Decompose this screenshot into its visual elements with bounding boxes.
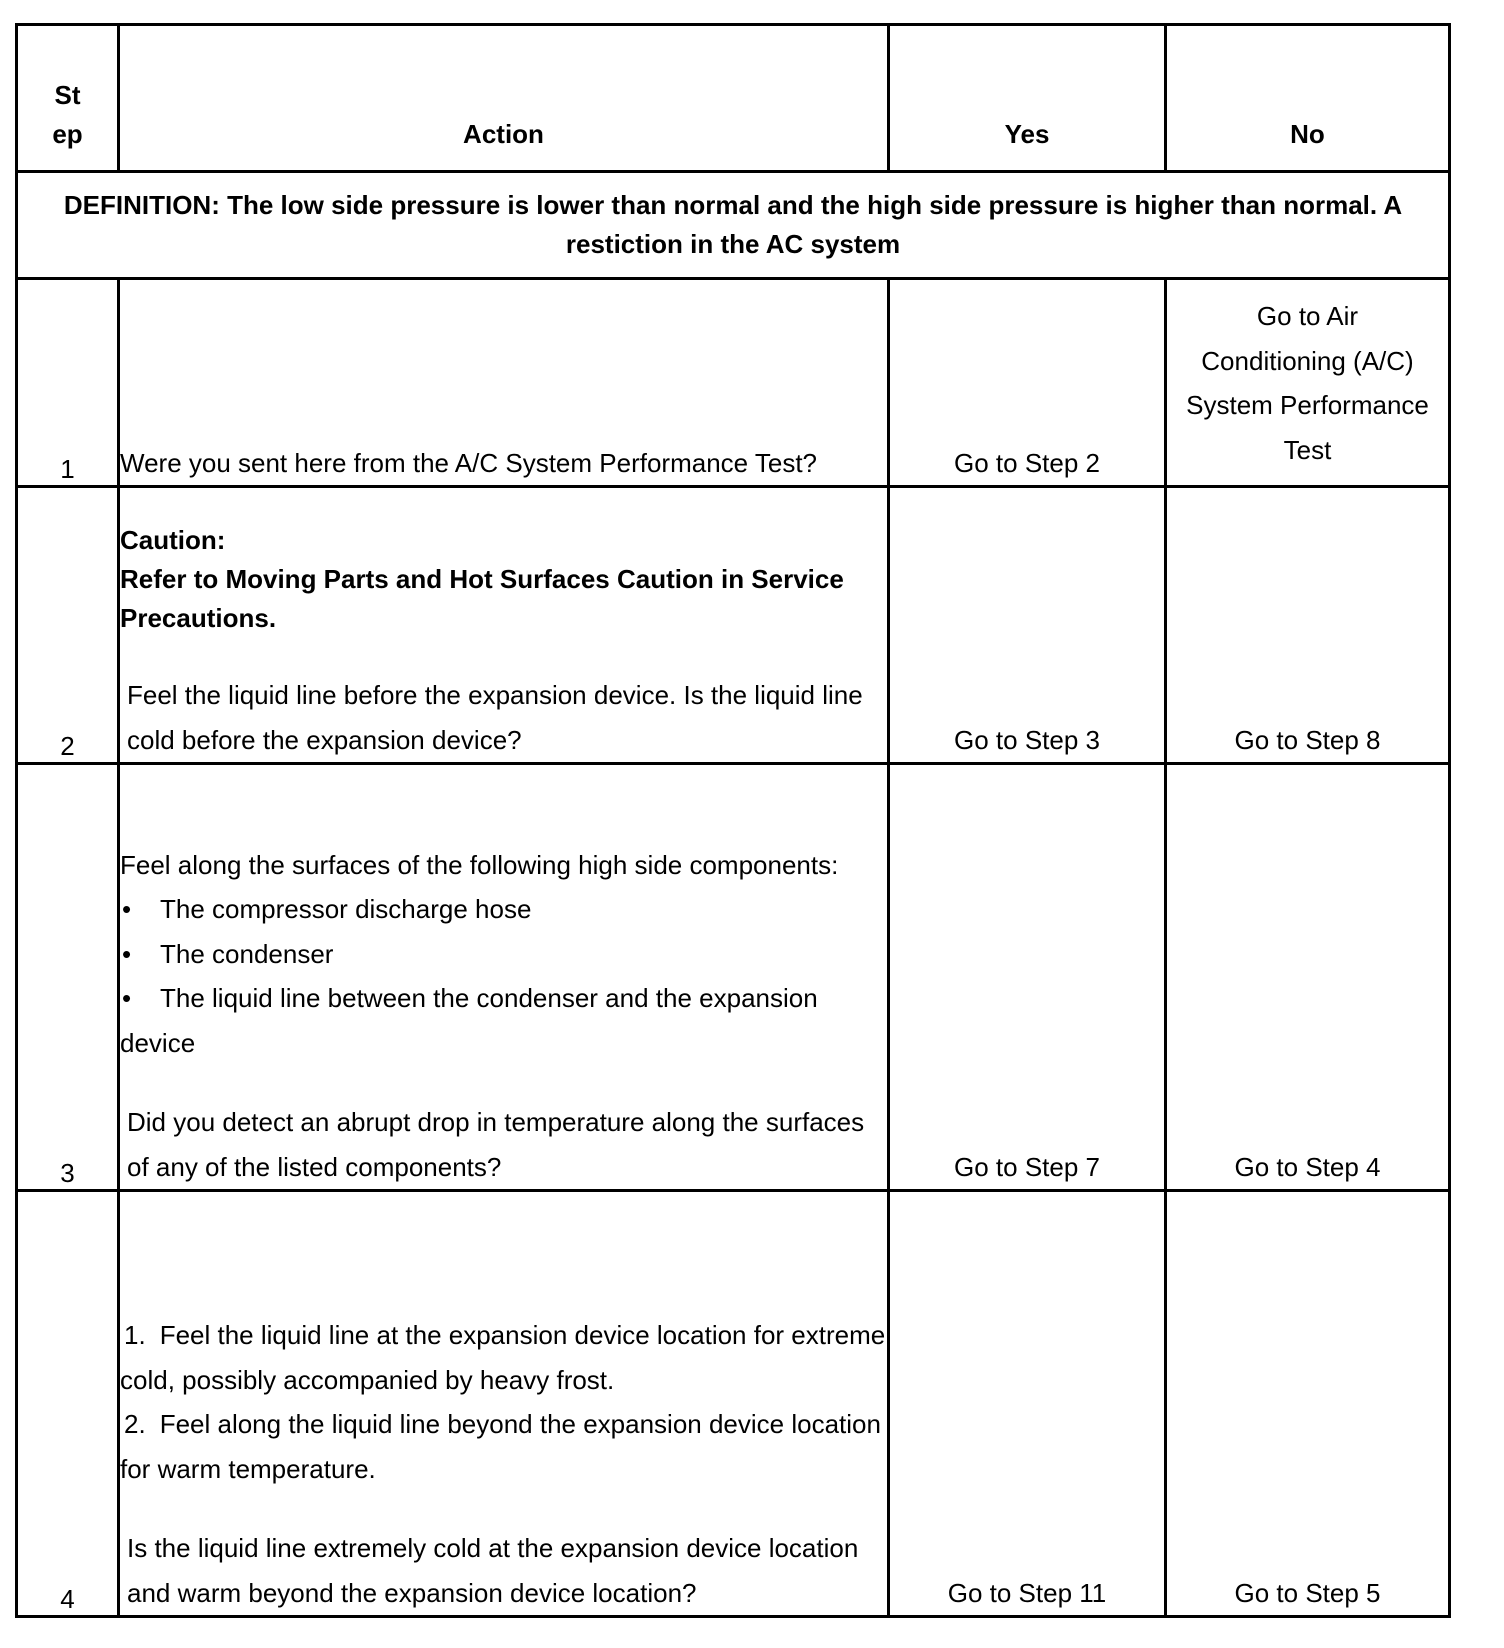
header-yes: Yes [889, 25, 1166, 172]
yes-cell: Go to Step 2 [889, 279, 1166, 487]
no-cell: Go to Step 5 [1166, 1191, 1450, 1617]
action-cell [119, 1191, 889, 1617]
action-question: Feel the liquid line before the expansion device. Is the liquid line cold before the expansion device? [127, 680, 863, 755]
caution-text: Refer to Moving Parts and Hot Surfaces Caution in Service Precautions. [120, 564, 844, 633]
table-row [17, 764, 1450, 1191]
action-question: Is the liquid line extremely cold at the expansion device location and warm beyond the expansion device location? [127, 1533, 859, 1608]
step-number: 1 [17, 279, 119, 487]
step-number: 4 [17, 1191, 119, 1617]
table-header-row [17, 25, 1450, 172]
action-cell [119, 487, 889, 764]
header-no: No [1166, 25, 1450, 172]
caution-title: Caution: [120, 525, 226, 555]
action-cell [119, 279, 889, 487]
yes-cell: Go to Step 11 [889, 1191, 1166, 1617]
action-cell [119, 764, 889, 1191]
header-step: St ep [17, 25, 119, 172]
no-cell: Go to Step 8 [1166, 487, 1450, 764]
table-row [17, 487, 1450, 764]
list-item: 1. Feel the liquid line at the expansion device location for extreme cold, possibly accompanied by heavy frost. [120, 1320, 886, 1395]
definition-text: DEFINITION: The low side pressure is lower than normal and the high side pressure is higher than normal. A restiction in the AC system [17, 172, 1450, 279]
step-number: 3 [17, 764, 119, 1191]
list-item: • The condenser [120, 932, 887, 977]
bullet-icon: • [122, 894, 132, 924]
yes-cell: Go to Step 3 [889, 487, 1166, 764]
list-item: • The compressor discharge hose [120, 887, 887, 932]
no-cell: Go to Air Conditioning (A/C) System Performance Test [1166, 279, 1450, 487]
header-action: Action [119, 25, 889, 172]
step-number: 2 [17, 487, 119, 764]
bullet-icon: • [122, 938, 132, 969]
list-item: • The liquid line between the condenser and the expansion device [120, 976, 887, 1065]
no-cell: Go to Step 4 [1166, 764, 1450, 1191]
diagnostic-table [15, 23, 1451, 1618]
list-item: 2. Feel along the liquid line beyond the expansion device location for warm temperature. [120, 1409, 881, 1484]
bullet-icon: • [122, 983, 132, 1013]
action-question: Were you sent here from the A/C System Performance Test? [120, 447, 818, 478]
component-list [120, 887, 887, 1065]
table-row [17, 279, 1450, 487]
action-question: Did you detect an abrupt drop in temperature along the surfaces of any of the listed components? [127, 1107, 865, 1182]
procedure-list [120, 1313, 887, 1491]
yes-cell: Go to Step 7 [889, 764, 1166, 1191]
definition-row [17, 172, 1450, 279]
action-intro: Feel along the surfaces of the following high side components: [120, 849, 839, 880]
table-row [17, 1191, 1450, 1617]
